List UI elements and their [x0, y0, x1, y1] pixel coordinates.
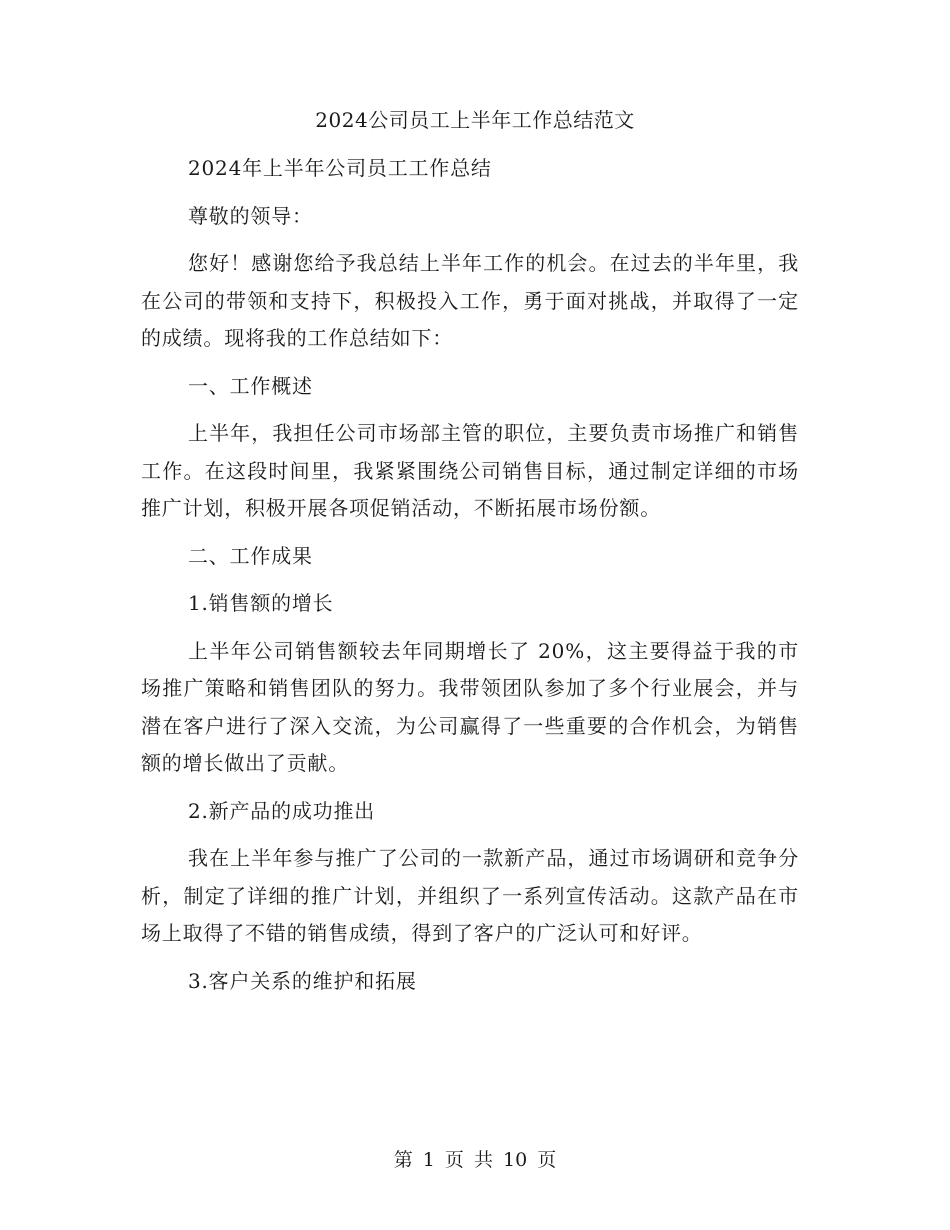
section-heading-results: 二、工作成果: [188, 543, 313, 568]
overview-paragraph: 上半年，我担任公司市场部主管的职位，主要负责市场推广和销售工作。在这段时间里，我紧紧围绕公司销售目标，通过制定详细的市场推广计划，积极开展各项促销活动，不断拓展市场份额。: [141, 421, 799, 520]
page-number-footer: 第 1 页 共 10 页: [393, 1149, 557, 1171]
subheading-sales-growth: 1.销售额的增长: [188, 591, 334, 615]
document-body: [141, 150, 799, 1010]
subtitle-paragraph: 2024年上半年公司员工工作总结: [188, 156, 492, 180]
subheading-customer-relations: 3.客户关系的维护和拓展: [188, 968, 417, 993]
subheading-new-product: 2.新产品的成功推出: [188, 798, 376, 823]
salutation-paragraph: 尊敬的领导：: [188, 203, 313, 228]
section-heading-overview: 一、工作概述: [188, 373, 313, 398]
intro-paragraph: 您好！感谢您给予我总结上半年工作的机会。在过去的半年里，我在公司的带领和支持下，积极投入工作，勇于面对挑战，并取得了一定的成绩。现将我的工作总结如下：: [141, 251, 799, 350]
sales-growth-paragraph: 上半年公司销售额较去年同期增长了 20%，这主要得益于我的市场推广策略和销售团队的努力。我带领团队参加了多个行业展会，并与潜在客户进行了深入交流，为公司赢得了一些重要的合作机会，为销售额的增长做出了贡献。: [141, 638, 799, 775]
new-product-paragraph: 我在上半年参与推广了公司的一款新产品，通过市场调研和竞争分析，制定了详细的推广计划，并组织了一系列宣传活动。这款产品在市场上取得了不错的销售成绩，得到了客户的广泛认可和好评。: [141, 846, 799, 945]
document-title: 2024公司员工上半年工作总结范文: [315, 108, 635, 132]
